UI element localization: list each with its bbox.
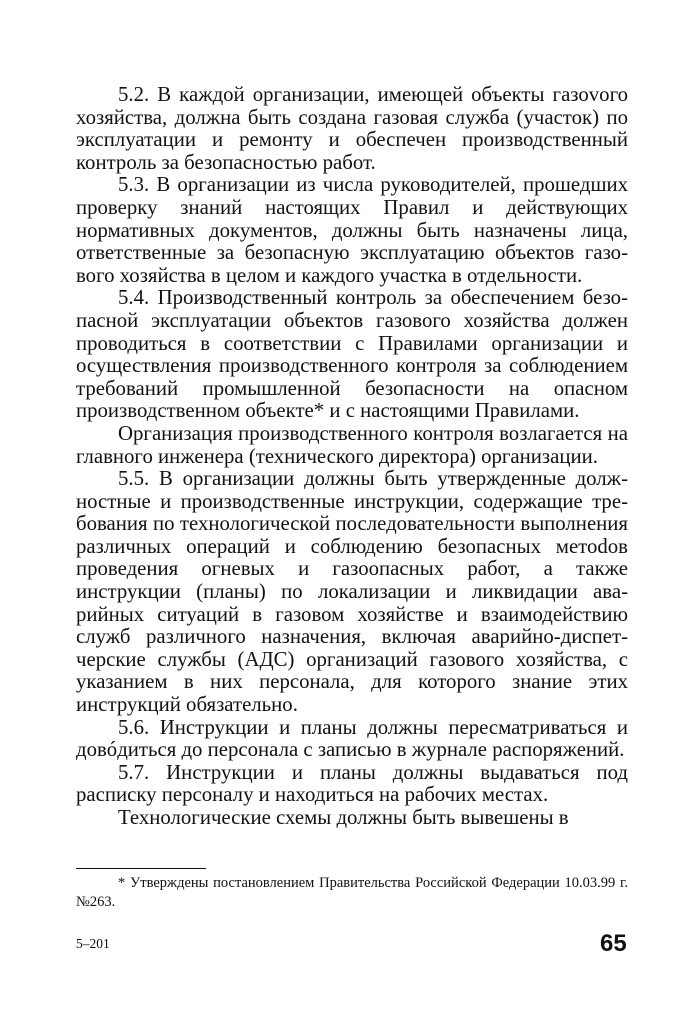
footnote [76, 874, 628, 912]
paragraph-5-6: 5.6. Инструкции и планы должны пересматриваться и довóдиться до персонала с записью в журнале распоряжений. [76, 715, 628, 762]
footnote-divider [76, 868, 206, 869]
paragraph-5-2: 5.2. В каждой организации, имеющей объекты газоvого хозяйства, должна быть создана газовая служба (участок) по эксплуатации и ремонту и обеспечен производственный контроль за безопасностью работ. [76, 83, 628, 174]
body-text [76, 84, 628, 830]
paragraph-5-4-continued: Организация производственного контроля возлагается на главного инженера (технического директора) организации. [76, 421, 628, 468]
page-number: 65 [600, 930, 627, 957]
paragraph-5-3: 5.3. В организации из числа руководителей, прошедших проверку знаний настоящих Правил и действующих нормативных документов, должны быть назначены лица, ответственные за безопасную эксплуатацию объектов газового хозяйства в целом и каждого участка в отдельности. [76, 173, 628, 287]
paragraph-5-5: 5.5. В организации должны быть утвержденные должностные и производственные инструкции, содержащие требования по технологической последовательности выполнения различных операций и соблюдению безопасных метоdов проведения огневых и газоопасных работ, а также инструкции (планы) по локализации и ликвидации аварийных ситуаций в газовом хозяйстве и взаимодействию служб различного назначения, включая аварийно-диспетчерские службы (АДС) организаций газового хозяйства, с указанием в них персонала, для которого знание этих инструкций обязательно. [76, 467, 628, 717]
paragraph-5-7: 5.7. Инструкции и планы должны выдаваться под расписку персоналу и находиться на рабочих местах. [76, 760, 628, 807]
footnote-text: * Утверждены постановлением Правительства Российской Федерации 10.03.99 г. №263. [76, 875, 628, 910]
paragraph-5-7-continued: Технологические схемы должны быть вывешены в [118, 806, 569, 829]
paragraph-5-4: 5.4. Производственный контроль за обеспечением безопасной эксплуатации объектов газового хозяйства должен проводиться в соответствии с Правилами организации и осуществления производственного контроля за соблюдением требований промышленной безопасности на опасном производственном объекте* и с настоящими Правилами. [76, 286, 628, 423]
printing-signature: 5–201 [76, 936, 110, 951]
